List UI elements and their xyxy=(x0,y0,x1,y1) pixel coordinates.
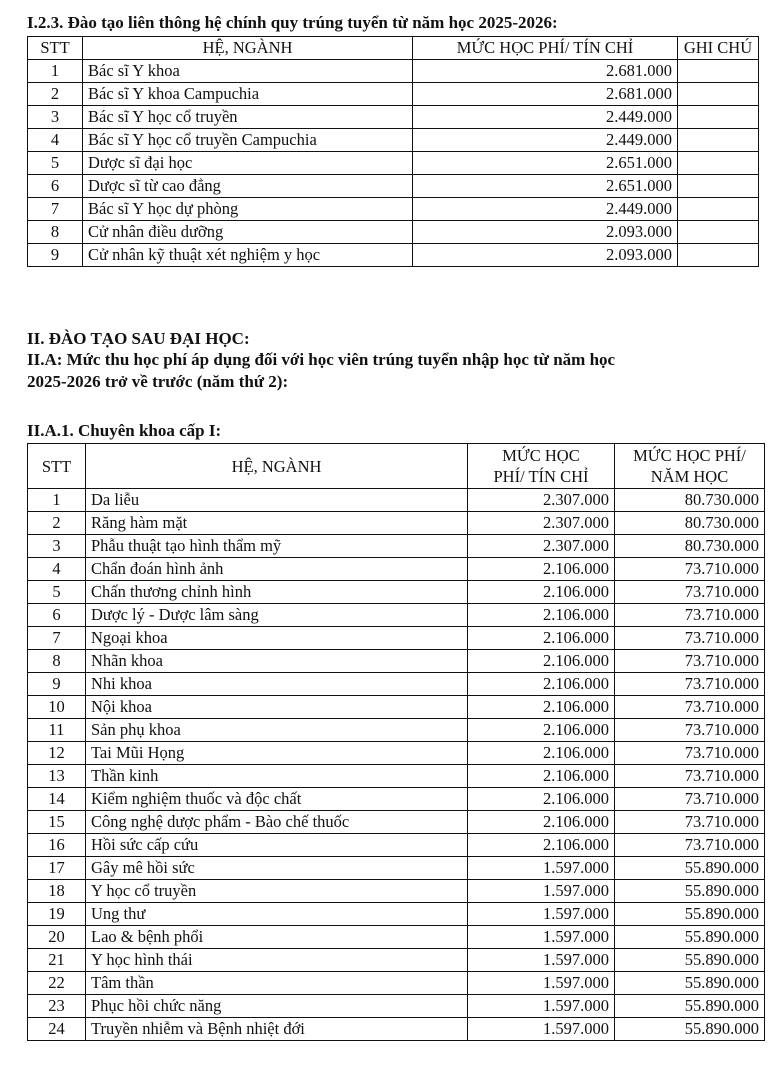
table-row xyxy=(28,903,765,926)
row-major-name: Chấn thương chỉnh hình xyxy=(86,581,468,604)
row-stt: 11 xyxy=(28,719,86,742)
row-fee-per-credit: 2.307.000 xyxy=(468,535,615,558)
row-fee-per-credit: 2.681.000 xyxy=(413,60,678,83)
row-fee-per-credit: 2.651.000 xyxy=(413,175,678,198)
header-major: HỆ, NGÀNH xyxy=(86,444,468,489)
header-fee-per-credit-line2: PHÍ/ TÍN CHỈ xyxy=(493,467,589,486)
row-fee-per-year: 73.710.000 xyxy=(615,558,765,581)
row-major-name: Da liễu xyxy=(86,489,468,512)
table-row xyxy=(28,535,765,558)
table-row xyxy=(28,60,759,83)
row-fee-per-year: 80.730.000 xyxy=(615,512,765,535)
row-fee-per-credit: 2.106.000 xyxy=(468,811,615,834)
row-note xyxy=(678,198,759,221)
row-major-name: Bác sĩ Y học cổ truyền xyxy=(83,106,413,129)
row-major-name: Cử nhân kỹ thuật xét nghiệm y học xyxy=(83,244,413,267)
row-stt: 4 xyxy=(28,129,83,152)
row-major-name: Hồi sức cấp cứu xyxy=(86,834,468,857)
row-stt: 3 xyxy=(28,106,83,129)
row-fee-per-credit: 1.597.000 xyxy=(468,857,615,880)
row-major-name: Sản phụ khoa xyxy=(86,719,468,742)
table-row xyxy=(28,604,765,627)
row-stt: 9 xyxy=(28,244,83,267)
section-i23-title: I.2.3. Đào tạo liên thông hệ chính quy trúng tuyển từ năm học 2025-2026: xyxy=(27,13,558,32)
row-fee-per-credit: 2.449.000 xyxy=(413,129,678,152)
table-row xyxy=(28,198,759,221)
row-major-name: Ung thư xyxy=(86,903,468,926)
row-stt: 8 xyxy=(28,221,83,244)
row-fee-per-credit: 2.449.000 xyxy=(413,198,678,221)
table-row xyxy=(28,995,765,1018)
row-note xyxy=(678,244,759,267)
row-fee-per-credit: 2.106.000 xyxy=(468,834,615,857)
row-stt: 15 xyxy=(28,811,86,834)
row-stt: 7 xyxy=(28,198,83,221)
row-major-name: Bác sĩ Y học dự phòng xyxy=(83,198,413,221)
row-fee-per-year: 73.710.000 xyxy=(615,742,765,765)
row-note xyxy=(678,83,759,106)
row-major-name: Răng hàm mặt xyxy=(86,512,468,535)
row-fee-per-credit: 2.106.000 xyxy=(468,558,615,581)
table-row xyxy=(28,880,765,903)
row-fee-per-year: 73.710.000 xyxy=(615,627,765,650)
row-stt: 4 xyxy=(28,558,86,581)
row-major-name: Công nghệ dược phẩm - Bào chế thuốc xyxy=(86,811,468,834)
row-fee-per-credit: 1.597.000 xyxy=(468,995,615,1018)
row-fee-per-credit: 1.597.000 xyxy=(468,1018,615,1041)
header-fee-per-credit-line1: MỨC HỌC xyxy=(502,446,580,465)
row-major-name: Y học hình thái xyxy=(86,949,468,972)
table-row xyxy=(28,83,759,106)
row-fee-per-credit: 2.106.000 xyxy=(468,742,615,765)
table-row xyxy=(28,581,765,604)
row-major-name: Thần kinh xyxy=(86,765,468,788)
row-fee-per-year: 55.890.000 xyxy=(615,995,765,1018)
table-row xyxy=(28,719,765,742)
row-major-name: Ngoại khoa xyxy=(86,627,468,650)
row-stt: 24 xyxy=(28,1018,86,1041)
row-stt: 9 xyxy=(28,673,86,696)
row-fee-per-year: 73.710.000 xyxy=(615,604,765,627)
row-note xyxy=(678,60,759,83)
table-row xyxy=(28,512,765,535)
row-fee-per-credit: 2.307.000 xyxy=(468,512,615,535)
table-row xyxy=(28,857,765,880)
table-row xyxy=(28,949,765,972)
row-fee-per-credit: 2.093.000 xyxy=(413,244,678,267)
table-header-row xyxy=(28,444,765,489)
row-fee-per-credit: 2.106.000 xyxy=(468,765,615,788)
row-fee-per-year: 73.710.000 xyxy=(615,650,765,673)
row-fee-per-credit: 1.597.000 xyxy=(468,903,615,926)
row-fee-per-year: 80.730.000 xyxy=(615,489,765,512)
table-iia1 xyxy=(27,443,765,1041)
table-row xyxy=(28,129,759,152)
row-major-name: Tai Mũi Họng xyxy=(86,742,468,765)
row-major-name: Truyền nhiễm và Bệnh nhiệt đới xyxy=(86,1018,468,1041)
table-row xyxy=(28,1018,765,1041)
row-major-name: Bác sĩ Y khoa xyxy=(83,60,413,83)
row-fee-per-credit: 2.106.000 xyxy=(468,719,615,742)
row-major-name: Lao & bệnh phổi xyxy=(86,926,468,949)
row-fee-per-year: 55.890.000 xyxy=(615,949,765,972)
row-note xyxy=(678,129,759,152)
row-major-name: Tâm thần xyxy=(86,972,468,995)
row-fee-per-credit: 2.307.000 xyxy=(468,489,615,512)
row-fee-per-year: 73.710.000 xyxy=(615,581,765,604)
row-major-name: Phẫu thuật tạo hình thẩm mỹ xyxy=(86,535,468,558)
row-fee-per-credit: 2.651.000 xyxy=(413,152,678,175)
row-fee-per-year: 73.710.000 xyxy=(615,834,765,857)
row-fee-per-credit: 2.681.000 xyxy=(413,83,678,106)
row-major-name: Chẩn đoán hình ảnh xyxy=(86,558,468,581)
row-stt: 16 xyxy=(28,834,86,857)
table-row xyxy=(28,489,765,512)
row-major-name: Cử nhân điều dưỡng xyxy=(83,221,413,244)
row-fee-per-credit: 2.106.000 xyxy=(468,604,615,627)
table-row xyxy=(28,673,765,696)
row-major-name: Phục hồi chức năng xyxy=(86,995,468,1018)
row-fee-per-year: 55.890.000 xyxy=(615,880,765,903)
row-note xyxy=(678,106,759,129)
table-row xyxy=(28,558,765,581)
table-row xyxy=(28,811,765,834)
row-major-name: Dược lý - Dược lâm sàng xyxy=(86,604,468,627)
row-fee-per-year: 55.890.000 xyxy=(615,903,765,926)
table-row xyxy=(28,152,759,175)
row-fee-per-credit: 2.106.000 xyxy=(468,788,615,811)
table-row xyxy=(28,788,765,811)
table-row xyxy=(28,175,759,198)
table-row xyxy=(28,627,765,650)
row-fee-per-year: 73.710.000 xyxy=(615,719,765,742)
header-stt: STT xyxy=(28,444,86,489)
header-fee-per-year-line1: MỨC HỌC PHÍ/ xyxy=(633,446,746,465)
table-i23 xyxy=(27,36,759,267)
row-fee-per-credit: 2.106.000 xyxy=(468,627,615,650)
row-stt: 3 xyxy=(28,535,86,558)
row-fee-per-year: 73.710.000 xyxy=(615,788,765,811)
row-fee-per-credit: 1.597.000 xyxy=(468,972,615,995)
table-row xyxy=(28,765,765,788)
header-fee-per-year xyxy=(615,444,765,489)
section-iia1-title: II.A.1. Chuyên khoa cấp I: xyxy=(27,421,222,440)
row-stt: 17 xyxy=(28,857,86,880)
header-stt: STT xyxy=(28,37,83,60)
row-stt: 13 xyxy=(28,765,86,788)
row-major-name: Bác sĩ Y khoa Campuchia xyxy=(83,83,413,106)
row-stt: 21 xyxy=(28,949,86,972)
table-row xyxy=(28,244,759,267)
row-fee-per-year: 80.730.000 xyxy=(615,535,765,558)
row-stt: 14 xyxy=(28,788,86,811)
row-fee-per-year: 73.710.000 xyxy=(615,673,765,696)
row-stt: 5 xyxy=(28,152,83,175)
row-stt: 12 xyxy=(28,742,86,765)
row-note xyxy=(678,221,759,244)
row-stt: 2 xyxy=(28,83,83,106)
row-major-name: Bác sĩ Y học cổ truyền Campuchia xyxy=(83,129,413,152)
section-iia-subtitle-line2: 2025-2026 trở về trước (năm thứ 2): xyxy=(27,372,289,391)
row-stt: 5 xyxy=(28,581,86,604)
row-fee-per-year: 73.710.000 xyxy=(615,765,765,788)
row-major-name: Dược sĩ từ cao đẳng xyxy=(83,175,413,198)
row-fee-per-year: 73.710.000 xyxy=(615,811,765,834)
header-fee-per-credit xyxy=(468,444,615,489)
table-row xyxy=(28,926,765,949)
row-fee-per-year: 55.890.000 xyxy=(615,1018,765,1041)
row-stt: 1 xyxy=(28,489,86,512)
row-fee-per-credit: 2.106.000 xyxy=(468,696,615,719)
row-stt: 23 xyxy=(28,995,86,1018)
table-row xyxy=(28,972,765,995)
row-stt: 8 xyxy=(28,650,86,673)
row-fee-per-year: 73.710.000 xyxy=(615,696,765,719)
table-row xyxy=(28,221,759,244)
table-row xyxy=(28,834,765,857)
row-major-name: Gây mê hồi sức xyxy=(86,857,468,880)
section-ii-title: II. ĐÀO TẠO SAU ĐẠI HỌC: xyxy=(27,329,250,348)
section-iia-subtitle-line1: II.A: Mức thu học phí áp dụng đối với học viên trúng tuyển nhập học từ năm học xyxy=(27,350,616,369)
row-fee-per-credit: 2.093.000 xyxy=(413,221,678,244)
header-fee-per-year-line2: NĂM HỌC xyxy=(650,467,729,486)
row-stt: 22 xyxy=(28,972,86,995)
row-major-name: Nhãn khoa xyxy=(86,650,468,673)
row-stt: 6 xyxy=(28,604,86,627)
row-stt: 1 xyxy=(28,60,83,83)
row-stt: 2 xyxy=(28,512,86,535)
row-fee-per-credit: 2.449.000 xyxy=(413,106,678,129)
row-fee-per-credit: 1.597.000 xyxy=(468,926,615,949)
row-stt: 7 xyxy=(28,627,86,650)
table-row xyxy=(28,650,765,673)
row-stt: 6 xyxy=(28,175,83,198)
row-fee-per-year: 55.890.000 xyxy=(615,926,765,949)
row-fee-per-credit: 2.106.000 xyxy=(468,581,615,604)
table-row xyxy=(28,742,765,765)
row-major-name: Dược sĩ đại học xyxy=(83,152,413,175)
row-major-name: Y học cổ truyền xyxy=(86,880,468,903)
table-header-row xyxy=(28,37,759,60)
table-row xyxy=(28,106,759,129)
row-stt: 10 xyxy=(28,696,86,719)
row-fee-per-credit: 2.106.000 xyxy=(468,673,615,696)
header-major: HỆ, NGÀNH xyxy=(83,37,413,60)
row-major-name: Nội khoa xyxy=(86,696,468,719)
row-fee-per-year: 55.890.000 xyxy=(615,972,765,995)
row-note xyxy=(678,152,759,175)
row-stt: 19 xyxy=(28,903,86,926)
row-note xyxy=(678,175,759,198)
header-note: GHI CHÚ xyxy=(678,37,759,60)
row-stt: 20 xyxy=(28,926,86,949)
row-fee-per-credit: 1.597.000 xyxy=(468,949,615,972)
row-fee-per-year: 55.890.000 xyxy=(615,857,765,880)
row-major-name: Nhi khoa xyxy=(86,673,468,696)
table-row xyxy=(28,696,765,719)
row-major-name: Kiểm nghiệm thuốc và độc chất xyxy=(86,788,468,811)
row-stt: 18 xyxy=(28,880,86,903)
header-fee-per-credit: MỨC HỌC PHÍ/ TÍN CHỈ xyxy=(413,37,678,60)
row-fee-per-credit: 1.597.000 xyxy=(468,880,615,903)
row-fee-per-credit: 2.106.000 xyxy=(468,650,615,673)
